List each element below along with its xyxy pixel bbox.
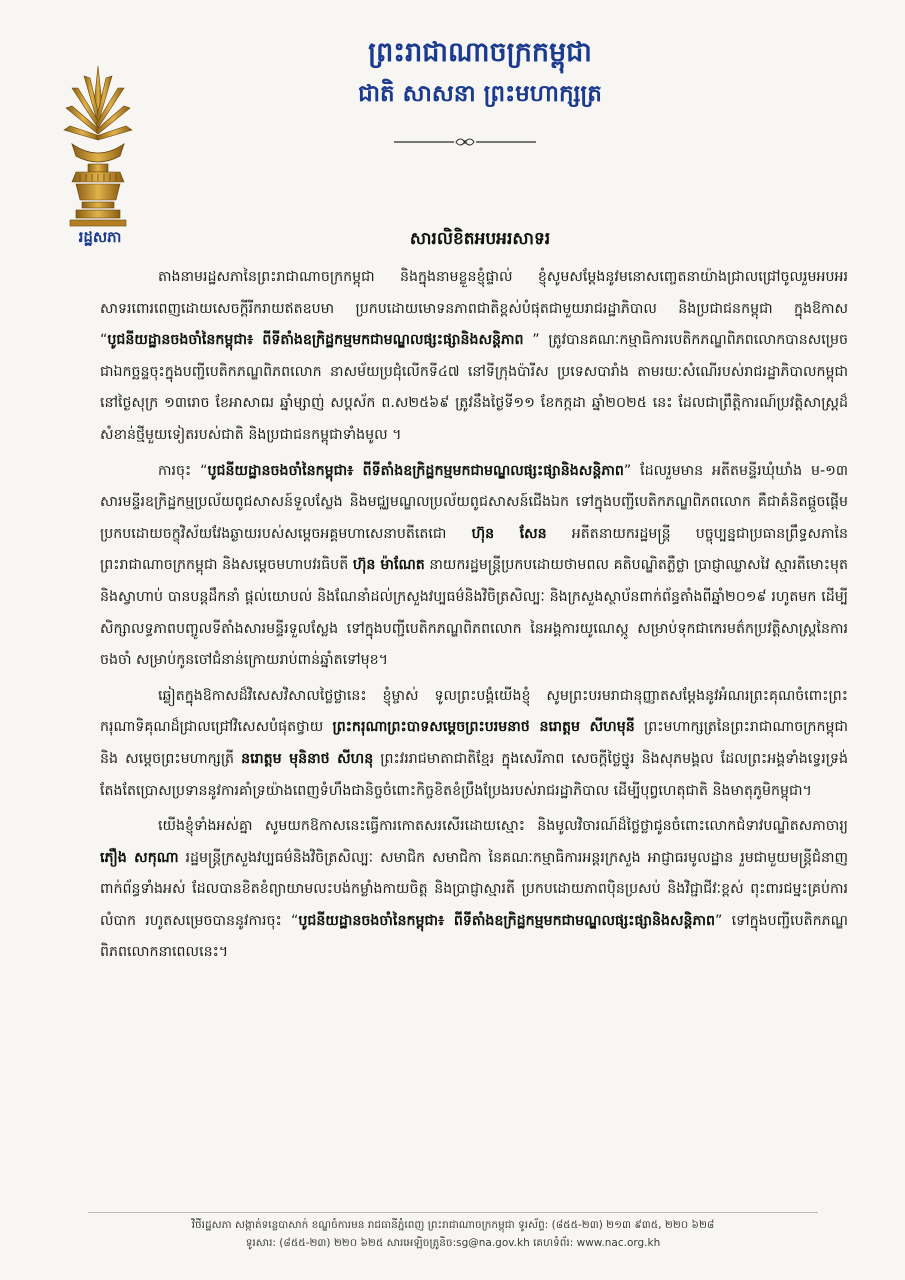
paragraph-2-mid: ” ដែលរួមមាន អតីតមន្ទីរឃុំឃាំង ម-១៣ សារមន្ទីរឧក្រិដ្ឋកម្មប្រល័យពូជសាសន៍ទួលស្លែង និងមជ្ឈមណ្ឌលប្រល័យពូជសាសន៍ជើងឯក ទៅក្នុងបញ្ជីបេតិកភណ្ឌពិភពលោក គឺជាគំនិតផ្តួចផ្តើមប្រកបដោយចក្ខុវិស័យវែងឆ្ងាយរបស់សម្តេចអគ្គមហាសេនាបតីតេជោ: [100, 462, 848, 542]
paragraph-1-text: តាងនាមរដ្ឋសភានៃព្រះរាជាណាចក្រកម្ពុជា និងក្នុងនាមខ្លួនខ្ញុំផ្ទាល់ ខ្ញុំសូមសម្តែងនូវមនោសញ្ចេតនាយ៉ាងជ្រាលជ្រៅចូលរួមអបអរសាទរពោរពេញដោយសេចក្តីរីករាយឥតឧបមា ប្រកបដោយមោទនភាពជាតិខ្ពស់បំផុតជាមួយរាជរដ្ឋាភិបាល និងប្រជាជនកម្ពុជា ក្នុងឱកាស “: [100, 269, 848, 349]
footer-divider: [88, 1212, 818, 1213]
paragraph-3: [100, 681, 848, 807]
paragraph-1-rest: ” ត្រូវបានគណៈកម្មាធិការបេតិកភណ្ឌពិភពលោកបានសម្រេចជាឯកច្ឆន្ទចុះក្នុងបញ្ជីបេតិកភណ្ឌពិភពលោក នាសម័យប្រជុំលើកទី៤៧ នៅទីក្រុងប៉ារីស ប្រទេសបារាំង តាមរយៈសំណើរបស់រាជរដ្ឋាភិបាលកម្ពុជា នៅថ្ងៃសុក្រ ១៣រោច ខែអាសាឍ ឆ្នាំម្សាញ់ សប្តស័ក ព.ស២៥៦៩ ត្រូវនឹងថ្ងៃទី១១ ខែកក្កដា ឆ្នាំ២០២៥ នេះ ដែលជាព្រឹត្តិការណ៍ប្រវត្តិសាស្ត្រដ៏សំខាន់ថ្មីមួយទៀតរបស់ជាតិ និងប្រជាជនកម្ពុជាទាំងមូល ។: [100, 332, 848, 443]
paragraph-4-mid: រដ្ឋមន្ត្រីក្រសួងវប្បធម៌និងវិចិត្រសិល្បៈ សមាជិក សមាជិកា នៃគណៈកម្មាធិការអន្តរក្រសួង អាជ្ញាធរមូលដ្ឋាន រួមជាមួយមន្ត្រីជំនាញពាក់ព័ន្ធទាំងអស់ ដែលបានខិតខំព្យាយាមលះបង់កម្លាំងកាយចិត្ត និងប្រាជ្ញាស្មារតី ប្រកបដោយភាពប៉ិនប្រសប់ និងវិជ្ជាជីវៈខ្ពស់ ពុះពារជម្នះគ្រប់ការលំបាក រហូតសម្រេចបាននូវការចុះ “: [100, 849, 848, 929]
paragraph-1: [100, 262, 848, 452]
paragraph-3-mid: ព្រះមហាក្សត្រនៃព្រះរាជាណាចក្រកម្ពុជា និង សម្តេចព្រះមហាក្សត្រី: [100, 719, 848, 767]
person-name: ភឿង សកុណា: [100, 849, 179, 866]
paragraph-3-rest: ព្រះវររាជមាតាជាតិខ្មែរ ក្នុងសេរីភាព សេចក្តីថ្លៃថ្នូរ និងសុភមង្គល ដែលព្រះអង្គទាំងទ្វេរទ្រង់តែងតែប្រោសប្រទាននូវការគាំទ្រយ៉ាងពេញទំហឹងជានិច្ចចំពោះកិច្ចខិតខំប្រឹងប្រែងរបស់រាជរដ្ឋាភិបាល ដើម្បីបុព្វហេតុជាតិ និងមាតុភូមិកម្ពុជា។: [100, 750, 848, 799]
kingdom-heading: ព្រះរាជាណាចក្រកម្ពុជា: [368, 37, 592, 68]
paragraph-4: [100, 811, 848, 969]
paragraph-2: [100, 456, 848, 677]
letter-title: សារលិខិតអបអរសាទរ: [409, 229, 551, 249]
emblem-caption: រដ្ឋសភា: [78, 228, 122, 246]
royal-name: នរោត្តម មុនិនាថ សីហនុ: [241, 750, 374, 767]
divider-ornament-icon: [390, 135, 540, 149]
national-motto: ជាតិ សាសនា ព្រះមហាក្សត្រ: [358, 80, 602, 107]
paragraph-4-text: យើងខ្ញុំទាំងអស់គ្នា សូមយកឱកាសនេះធ្វើការកោតសរសើរដោយស្មោះ និងមូលវិចារណ៍ដ៏ថ្លៃថ្លាជូនចំពោះលោកជំទាវបណ្ឌិតសភាចារ្យ: [158, 818, 848, 835]
person-name: ហ៊ុន ម៉ាណែត: [352, 557, 425, 574]
senate-emblem-icon: [62, 64, 134, 254]
letter-body: [100, 262, 848, 969]
royal-name: ព្រះករុណាព្រះបាទសម្តេចព្រះបរមនាថ នរោត្តម សីហមុនី: [332, 719, 635, 736]
paragraph-2-text: ការចុះ “: [158, 462, 208, 479]
paragraph-2-mid2: អតីតនាយករដ្ឋមន្ត្រី បច្ចុប្បន្នជាប្រធានព្រឹទ្ធសភានៃព្រះរាជាណាចក្រកម្ពុជា និងសម្តេចមហាបវរធិបតី: [100, 525, 848, 574]
heritage-site-name: បូជនីយដ្ឋានចងចាំនៃកម្ពុជា៖ ពីទីតាំងឧក្រិដ្ឋកម្មមកជាមណ្ឌលផ្សះផ្សានិងសន្តិភាព: [107, 332, 524, 349]
footer-address: វិថីរដ្ឋសភា សង្កាត់ទន្លេបាសាក់ ខណ្ឌចំការមន រាជធានីភ្នំពេញ ព្រះរាជាណាចក្រកម្ពុជា ទូរស័ព្ទ: (៨៥៥-២៣) ២១៣ ៩៣៥, ២២០ ៦២៨: [191, 1219, 715, 1231]
heritage-site-name: បូជនីយដ្ឋានចងចាំនៃកម្ពុជា៖ ពីទីតាំងឧក្រិដ្ឋកម្មមកជាមណ្ឌលផ្សះផ្សានិងសន្តិភាព: [207, 462, 624, 479]
heritage-site-name: បូជនីយដ្ឋានចងចាំនៃកម្ពុជា៖ ពីទីតាំងឧក្រិដ្ឋកម្មមកជាមណ្ឌលផ្សះផ្សានិងសន្តិភាព: [298, 912, 716, 929]
person-name: ហ៊ុន សែន: [471, 525, 547, 542]
paragraph-3-text: ឆ្លៀតក្នុងឱកាសដ៏វិសេសវិសាលថ្លៃថ្លានេះ ខ្ញុំម្ចាស់ ទូលព្រះបង្គំយើងខ្ញុំ សូមព្រះបរមរាជានុញ្ញាតសម្តែងនូវអំណរព្រះគុណចំពោះព្រះករុណាទិគុណដ៏ជ្រាលជ្រៅវិសេសបំផុតថ្វាយ: [100, 687, 848, 736]
footer-contact: ទូរសារ: (៨៥៥-២៣) ២២០ ៦២៥ សារអេឡិចត្រូនិច:sg@na.gov.kh គេហទំព័រ: www.nac.org.kh: [245, 1237, 661, 1249]
paragraph-2-rest: នាយករដ្ឋមន្ត្រីប្រកបដោយថាមពល គតិបណ្ឌិតភ្លឺថ្លា ប្រាជ្ញាឈ្លាសវៃ ស្មារតីមោះមុត និងស្វាហាប់ បានបន្តដឹកនាំ ផ្តល់យោបល់ និងណែនាំដល់ក្រសួងវប្បធម៌និងវិចិត្រសិល្បៈ និងក្រសួងស្ថាប័នពាក់ព័ន្ធតាំងពីឆ្នាំ២០១៩ រហូតមក ដើម្បីសិក្សាលទ្ធភាពបញ្ចូលទីតាំងសារមន្ទីរទួលស្លែង ទៅក្នុងបញ្ជីបេតិកភណ្ឌពិភពលោក នៃអង្គការយូណេស្កូ សម្រាប់ទុកជាកេរមត៌កប្រវត្តិសាស្ត្រនៃការចងចាំ សម្រាប់កូនចៅជំនាន់ក្រោយរាប់ពាន់ឆ្នាំតទៅមុខ។: [100, 557, 849, 669]
paragraph-4-rest: ” ទៅក្នុងបញ្ជីបេតិកភណ្ឌពិភពលោកនាពេលនេះ។: [100, 912, 848, 961]
